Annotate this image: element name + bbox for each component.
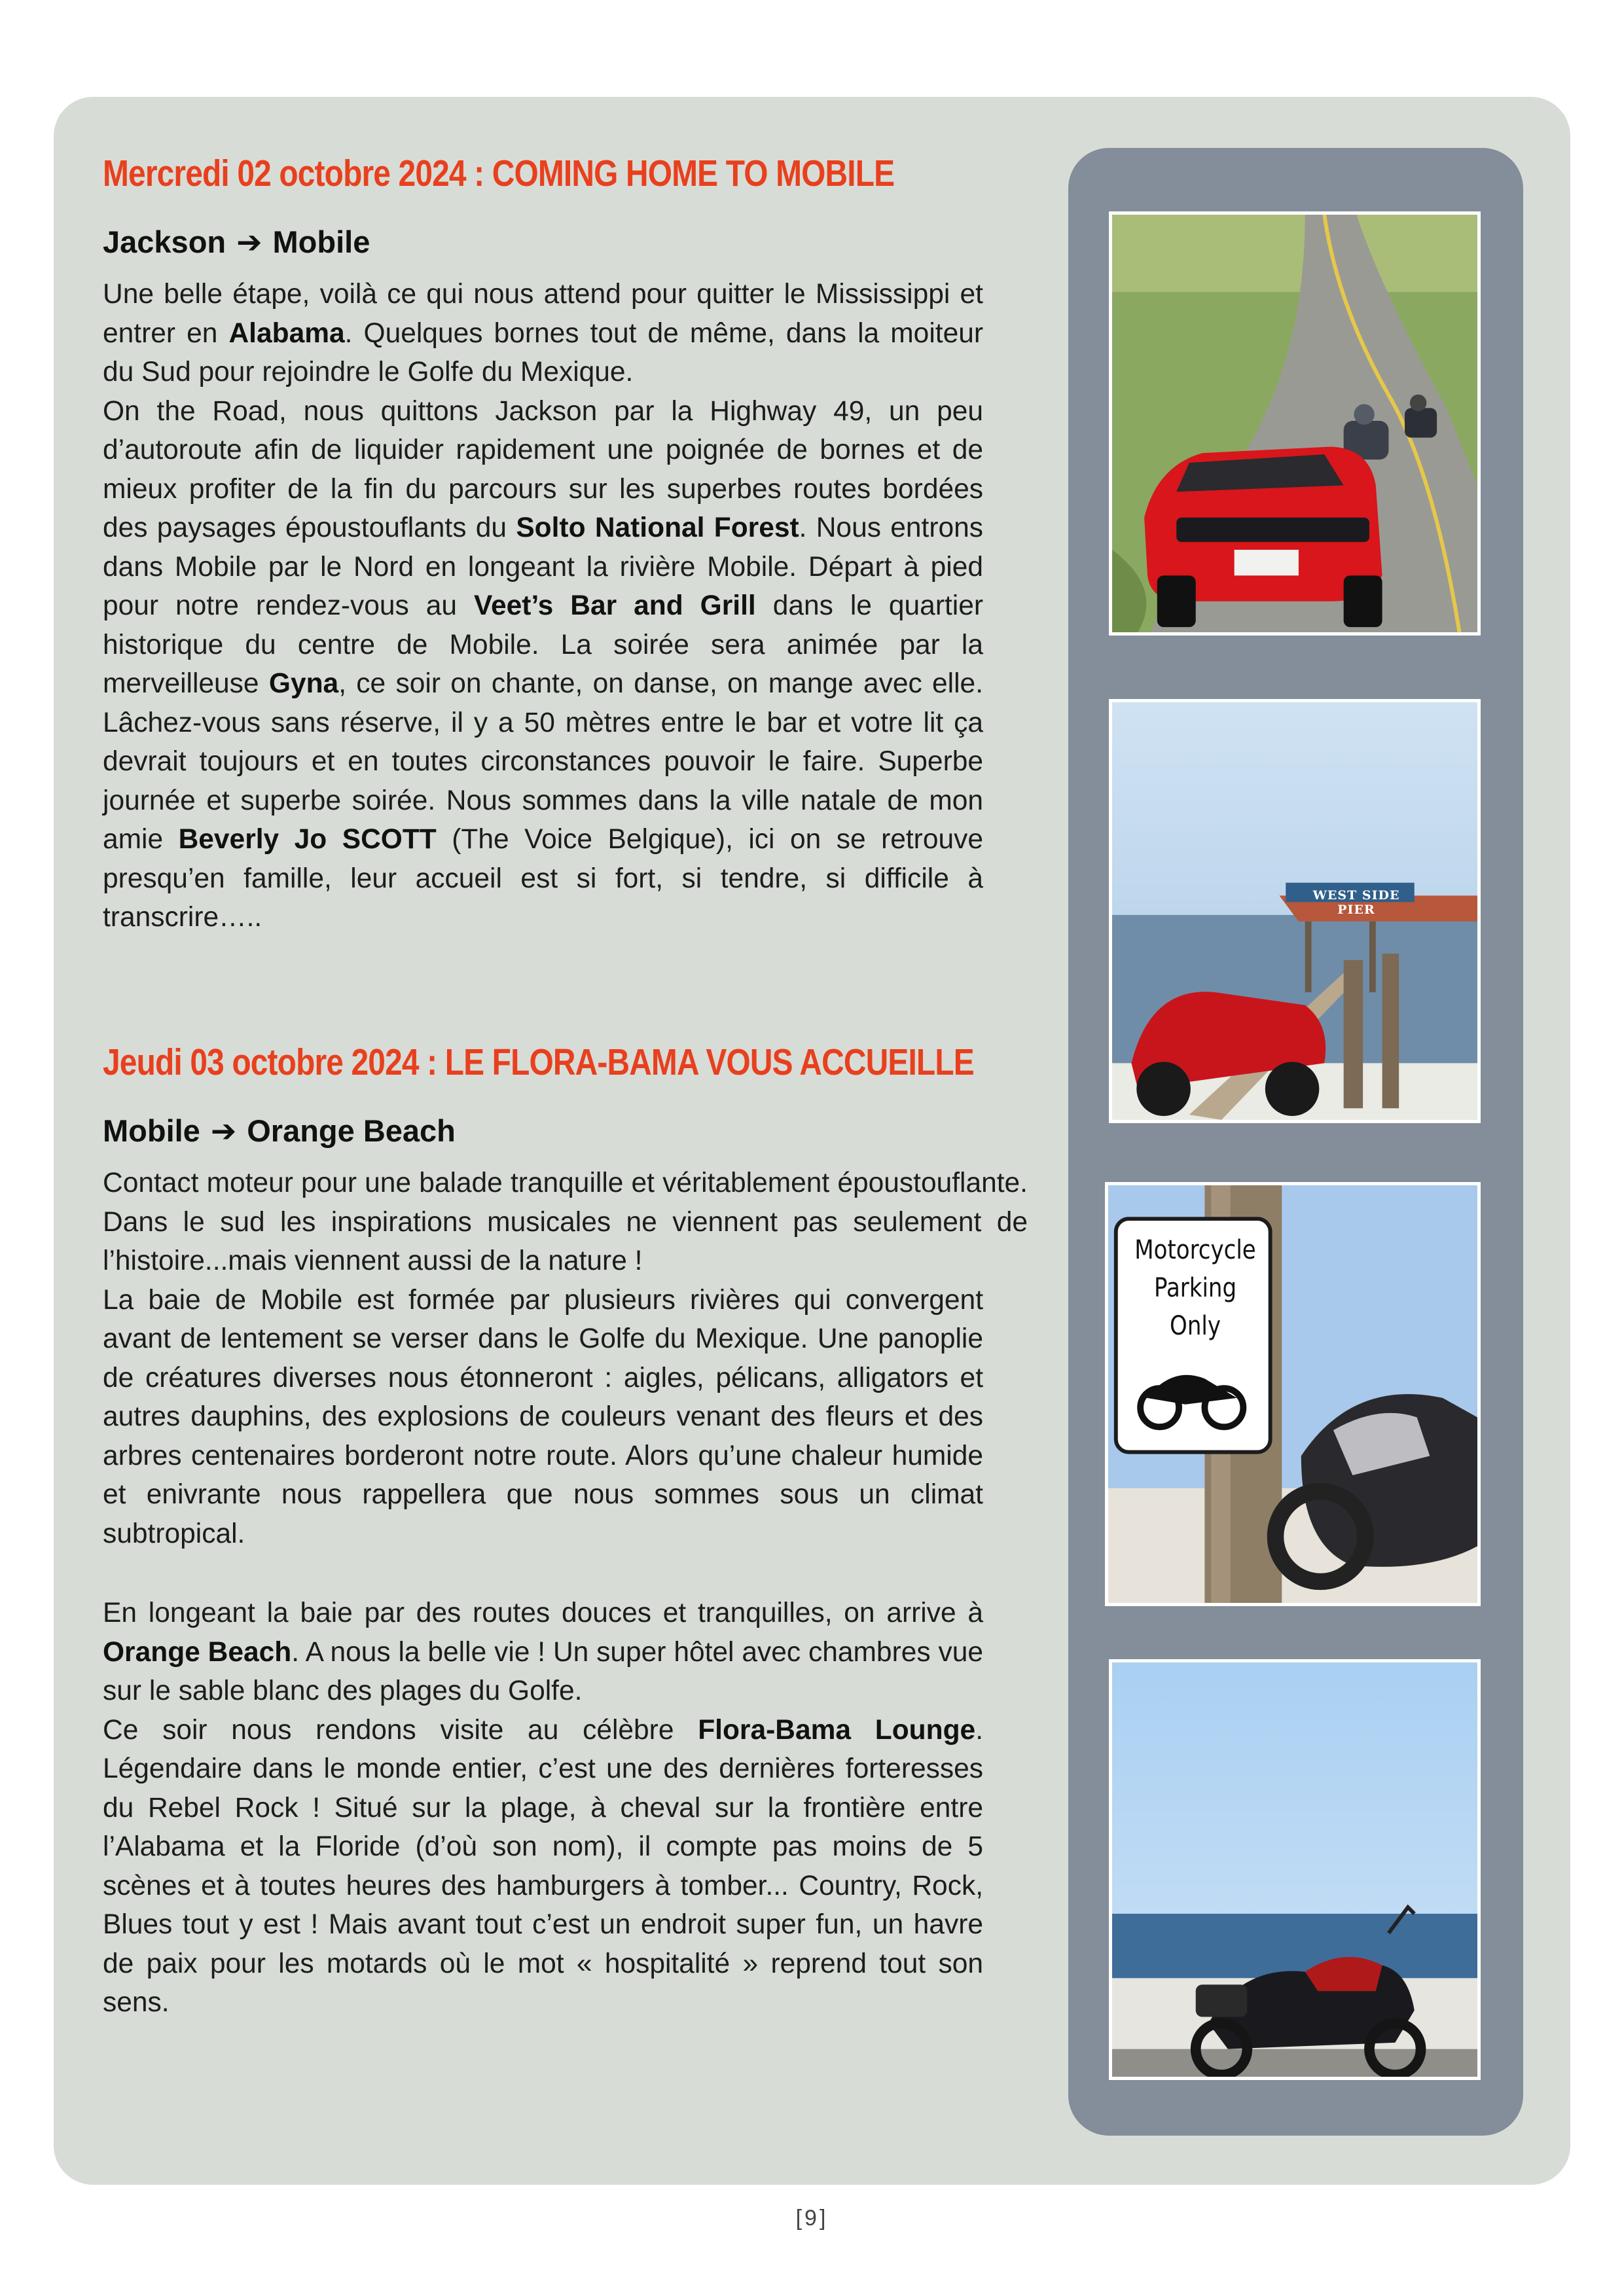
day2-paragraph-1: Contact moteur pour une balade tranquille et véritablement époustouflante. Dans le sud les inspirations musicales ne viennent pas seulement de l’histoire...mais viennent aussi de la nature ! <box>103 1168 1028 1276</box>
day1-paragraph-2: On the Road, nous quittons Jackson par la Highway 49, un peu d’autoroute afin de liquider rapidement une poignée de bornes et de mieux profiter de la fin du parcours sur les superbes routes bordées des paysages époustouflants du Solto National Forest. Nous entrons dans Mobile par le Nord en longeant la rivière Mobile. Départ à pied pour notre rendez-vous au Veet’s Bar and Grill dans le quartier historique du centre de Mobile. La soirée sera animée par la merveilleuse Gyna, ce soir on chante, on danse, on mange avec elle. Lâchez-vous sans réserve, il y a 50 mètres entre le bar et votre lit ça devrait toujours et en toutes circonstances pouvoir le faire. Superbe journée et superbe soirée. Nous sommes dans la ville natale de mon amie Beverly Jo SCOTT (The Voice Belgique), ici on se retrouve presqu’en famille, leur accueil est si fort, si tendre, si difficile à transcrire….. <box>103 395 984 933</box>
day2-route-to: Orange Beach <box>247 1113 456 1148</box>
day2-route-from: Mobile <box>103 1113 200 1148</box>
day2-title: Jeudi 03 octobre 2024 : LE FLORA-BAMA VOUS ACCUEILLE <box>103 1041 974 1083</box>
day2-paragraph-3: En longeant la baie par des routes douces et tranquilles, on arrive à Orange Beach. A nous la belle vie ! Un super hôtel avec chambres vue sur le sable blanc des plages du Golfe. <box>103 1598 983 1706</box>
photo-west-side-pier <box>1109 699 1481 1123</box>
parking-sign-text: Motorcycle Parking Only <box>1134 1235 1256 1341</box>
page-number: [9] <box>795 2206 829 2231</box>
day1-section <box>103 152 983 937</box>
day2-route <box>103 1113 983 1149</box>
day2-paragraph-2: La baie de Mobile est formée par plusieurs rivières qui convergent avant de lentement se verser dans le Golfe du Mexique. Une panoplie de créatures diverses nous étonneront : aigles, pélicans, alligators et autres dauphins, des explosions de couleurs venant des fleurs et des arbres centenaires borderont notre route. Alors qu’une chaleur humide et enivrante nous rappellera que nous sommes sous un climat subtropical. <box>103 1284 983 1549</box>
photo-motorcycle-beach <box>1109 1659 1481 2080</box>
arrow-right-icon: ➔ <box>210 1113 237 1149</box>
pier-sign-text: WEST SIDE PIER <box>1312 888 1400 917</box>
day2-section <box>103 1041 1028 2022</box>
day1-route-from: Jackson <box>103 224 226 259</box>
day1-route <box>103 224 983 260</box>
photo-motorcycle-parking <box>1105 1182 1481 1606</box>
day1-route-to: Mobile <box>272 224 370 259</box>
day1-paragraph-1: Une belle étape, voilà ce qui nous attend pour quitter le Mississippi et entrer en Alabama. Quelques bornes tout de même, dans la moiteur du Sud pour rejoindre le Golfe du Mexique. <box>103 279 983 387</box>
arrow-right-icon: ➔ <box>236 224 262 260</box>
photo-mustang-road <box>1109 211 1481 636</box>
day2-paragraph-4: Ce soir nous rendons visite au célèbre Flora-Bama Lounge. Légendaire dans le monde entier, c’est une des dernières forteresses du Rebel Rock ! Situé sur la plage, à cheval sur la frontière entre l’Alabama et la Floride (d’où son nom), il compte pas moins de 5 scènes et à toutes heures des hamburgers à tomber... Country, Rock, Blues tout y est ! Mais avant tout c’est un endroit super fun, un havre de paix pour les motards où le mot « hospitalité » reprend tout son sens. <box>103 1714 984 2018</box>
day1-title: Mercredi 02 octobre 2024 : COMING HOME TO MOBILE <box>103 152 895 194</box>
